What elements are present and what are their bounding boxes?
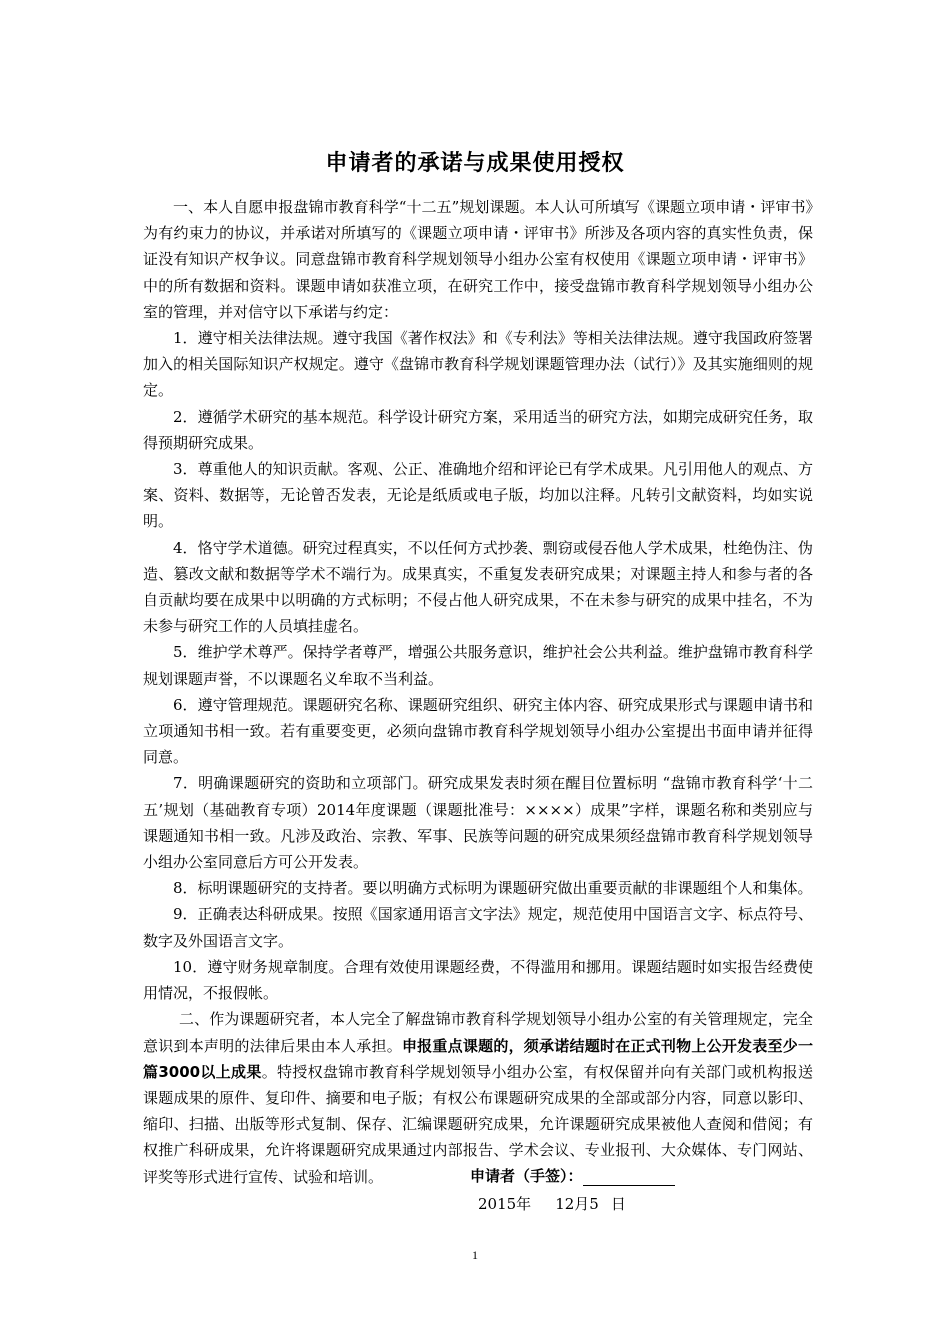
paragraph-item-9: 9．正确表达科研成果。按照《国家通用语言文字法》规定，规范使用中国语言文字、标点符号、数字及外国语言文字。	[143, 905, 813, 950]
signature-blank	[583, 1169, 675, 1186]
section-2-text-a: 二、作为课题研究者，本人完全了解盘锦市教育科学规划领导小组办公室的有关管理规定，完全意识到本声明的法律后果由本人承担。	[143, 1010, 813, 1055]
paragraph-item-7: 7．明确课题研究的资助和立项部门。研究成果发表时须在醒目位置标明 “盘锦市教育科学‘十二五’规划（基础教育专项）2014年度课题（课题批准号：××××）成果”字样，课题名称和类别应与课题通知书相一致。凡涉及政治、宗教、军事、民族等问题的研究成果须经盘锦市教育科学规划领导小组办公室同意后方可公开发表。	[143, 774, 813, 872]
document-title: 申请者的承诺与成果使用授权	[325, 151, 625, 176]
paragraph-item-6: 6．遵守管理规范。课题研究名称、课题研究组织、研究主体内容、研究成果形式与课题申请书和立项通知书相一致。若有重要变更，必须向盘锦市教育科学规划领导小组办公室提出书面申请并征得同意。	[143, 695, 813, 767]
paragraph-section-2	[143, 1006, 813, 1189]
signature-label: 申请者（手签）：	[470, 1167, 583, 1185]
paragraph-item-5: 5．维护学术尊严。保持学者尊严，增强公共服务意识，维护社会公共利益。维护盘锦市教育科学规划课题声誉，不以课题名义牟取不当利益。	[143, 643, 813, 688]
paragraph-item-3: 3．尊重他人的知识贡献。客观、公正、准确地介绍和评论已有学术成果。凡引用他人的观点、方案、资料、数据等，无论曾否发表，无论是纸质或电子版，均加以注释。凡转引文献资料，均如实说明。	[143, 460, 813, 531]
date-year: 2015年	[478, 1195, 532, 1213]
page-number: 1	[472, 1248, 478, 1262]
section-2-text-b: 。特授权盘锦市教育科学规划领导小组办公室，有权保留并向有关部门或机构报送课题成果的原件、复印件、摘要和电子版；有权公布课题研究成果的全部或部分内容，同意以影印、缩印、扫描、出版等形式复制、保存、汇编课题研究成果，允许课题研究成果被他人查阅和借阅；有权推广科研成果，允许将课题研究成果通过内部报告、学术会议、专业报刊、大众媒体、专门网站、评奖等形式进行宣传、试验和培训。	[143, 1062, 813, 1186]
date-month-day: 12月5	[555, 1195, 599, 1213]
document-body	[143, 194, 813, 1190]
paragraph-item-2: 2．遵循学术研究的基本规范。科学设计研究方案，采用适当的研究方法，如期完成研究任务，取得预期研究成果。	[143, 407, 813, 452]
paragraph-intro: 一、本人自愿申报盘锦市教育科学“十二五”规划课题。本人认可所填写《课题立项申请・评审书》为有约束力的协议，并承诺对所填写的《课题立项申请・评审书》所涉及各项内容的真实性负责，保证没有知识产权争议。同意盘锦市教育科学规划领导小组办公室有权使用《课题立项申请・评审书》中的所有数据和资料。课题申请如获准立项，在研究工作中，接受盘锦市教育科学规划领导小组办公室的管理，并对信守以下承诺与约定：	[143, 198, 813, 321]
signature-date	[478, 1193, 626, 1214]
paragraph-item-4: 4．恪守学术道德。研究过程真实，不以任何方式抄袭、剽窃或侵吞他人学术成果，杜绝伪注、伪造、篡改文献和数据等学术不端行为。成果真实，不重复发表研究成果；对课题主持人和参与者的各自贡献均要在成果中以明确的方式标明；不侵占他人研究成果，不在未参与研究的成果中挂名，不为未参与研究工作的人员填挂虚名。	[143, 538, 813, 636]
date-day-suffix: 日	[610, 1195, 626, 1213]
paragraph-item-1: 1．遵守相关法律法规。遵守我国《著作权法》和《专利法》等相关法律法规。遵守我国政府签署加入的相关国际知识产权规定。遵守《盘锦市教育科学规划课题管理办法（试行）》及其实施细则的规定。	[143, 329, 813, 400]
paragraph-item-10: 10．遵守财务规章制度。合理有效使用课题经费，不得滥用和挪用。课题结题时如实报告经费使用情况，不报假帐。	[143, 957, 813, 1003]
paragraph-item-8: 8．标明课题研究的支持者。要以明确方式标明为课题研究做出重要贡献的非课题组个人和集体。	[173, 879, 813, 898]
section-2-bold-commitment: 申报重点课题的，须承诺结题时在正式刊物上公开发表至少一篇3000以上成果	[143, 1036, 813, 1081]
signature-line	[470, 1165, 675, 1186]
